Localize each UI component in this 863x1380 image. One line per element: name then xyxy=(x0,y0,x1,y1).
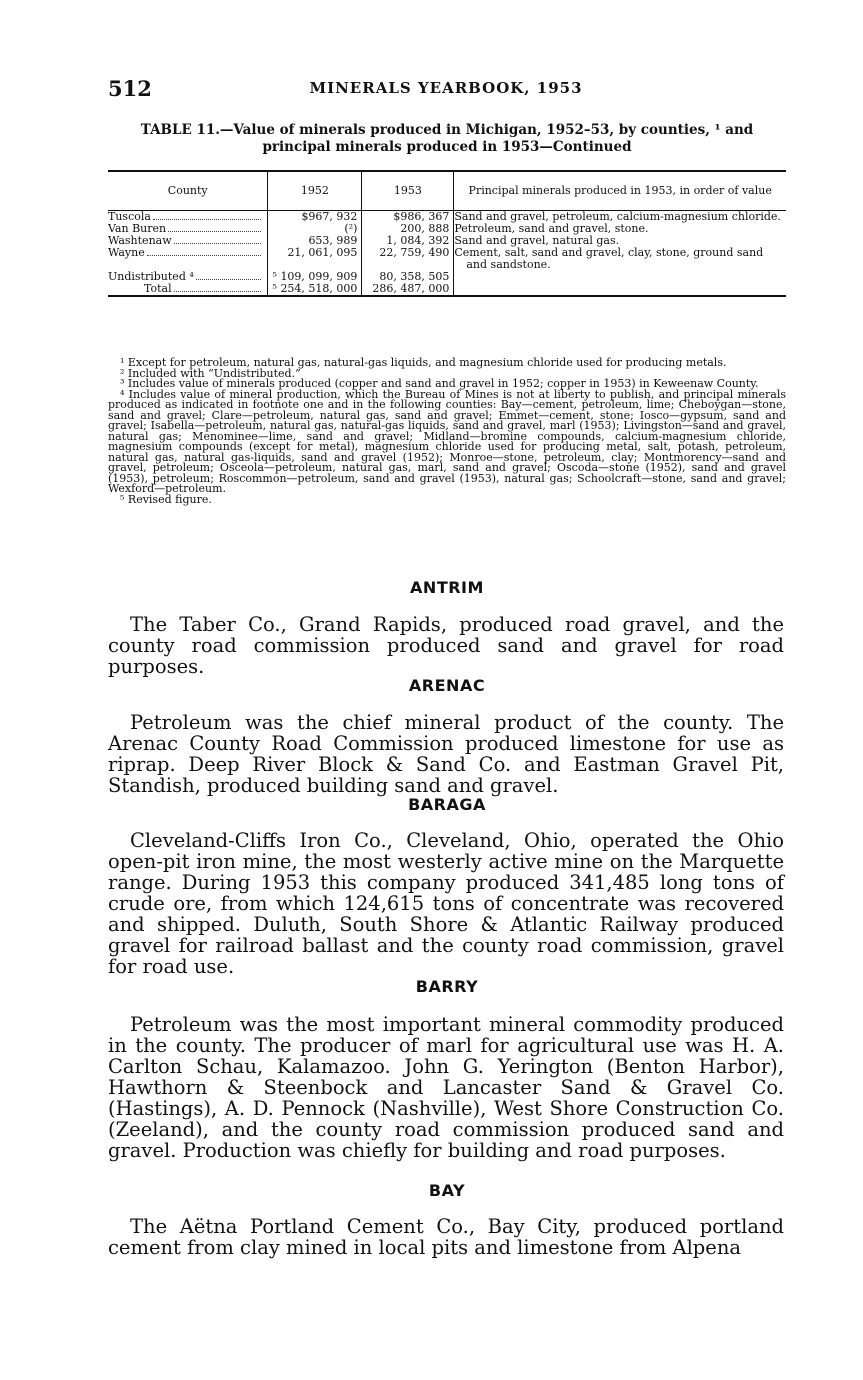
section-text-antrim: The Taber Co., Grand Rapids, produced road gravel, and the county road commission produced sand and gravel for road purposes. xyxy=(108,613,784,678)
table-title xyxy=(108,122,786,156)
value-1952: ⁵ 254, 518, 000 xyxy=(268,283,362,296)
value-1952: 21, 061, 095 xyxy=(268,247,362,271)
county-name: Undistributed ⁴ xyxy=(108,270,194,283)
value-1952: ⁵ 109, 099, 909 xyxy=(268,271,362,283)
dot-leader xyxy=(174,243,262,244)
dot-leader xyxy=(174,291,262,292)
principal-minerals: Sand and gravel, petroleum, calcium-magnesium chloride. xyxy=(454,211,786,224)
minerals-table-wrap xyxy=(108,170,786,297)
county-name: Total xyxy=(144,282,172,295)
value-1953: 22, 759, 490 xyxy=(362,247,454,271)
value-1952: (²) xyxy=(268,223,362,235)
table-header-row xyxy=(108,171,786,211)
section-text-bay: The Aëtna Portland Cement Co., Bay City, produced portland cement from clay mined in local pits and limestone from Alpena xyxy=(108,1215,784,1259)
value-1953: $986, 367 xyxy=(362,211,454,224)
value-1953: 286, 487, 000 xyxy=(362,283,454,296)
value-1952: $967, 932 xyxy=(268,211,362,224)
dot-leader xyxy=(153,219,262,220)
column-header-county: County xyxy=(108,171,268,211)
page-header xyxy=(108,76,784,102)
footnote: ¹ Except for petroleum, natural gas, natural-gas liquids, and magnesium chloride used for producing metals. xyxy=(120,356,727,369)
section-heading-barry: BARRY xyxy=(415,977,479,996)
dot-leader xyxy=(147,255,262,256)
section-heading-arenac: ARENAC xyxy=(408,676,486,695)
footnote: ⁵ Revised figure. xyxy=(120,492,212,506)
value-1953: 1, 084, 392 xyxy=(362,235,454,247)
principal-minerals xyxy=(454,283,786,296)
value-1953: 80, 358, 505 xyxy=(362,271,454,283)
section-heading-antrim: ANTRIM xyxy=(410,578,484,597)
section-heading-bay: BAY xyxy=(428,1181,466,1200)
section-text-arenac: Petroleum was the chief mineral product of the county. The Arenac County Road Commission produced limestone for use as riprap. Deep River Block & Sand Co. and Eastman Gravel Pit, Standish, produced building sand and gravel. xyxy=(108,711,784,797)
footnote: ² Included with “Undistributed.” xyxy=(120,366,301,380)
page-number: 512 xyxy=(108,76,152,101)
principal-minerals: Cement, salt, sand and gravel, clay, stone, ground sand and sandstone. xyxy=(454,247,786,271)
footnotes xyxy=(108,358,786,505)
table-row xyxy=(108,247,786,271)
value-1952: 653, 989 xyxy=(268,235,362,247)
minerals-table xyxy=(108,170,786,297)
running-title: MINERALS YEARBOOK, 1953 xyxy=(309,79,583,97)
table-title-line-1: TABLE 11.—Value of minerals produced in Michigan, 1952–53, by counties, ¹ and xyxy=(140,122,754,138)
section-text-barry: Petroleum was the most important mineral commodity produced in the county. The producer of marl for agricultural use was H. A. Carlton Schau, Kalamazoo. John G. Yerington (Benton Harbor), Hawthorn & Steenbock and Lancaster Sand & Gravel Co. (Hastings), A. D. Pennock (Nashville), West Shore Construction Co. (Zeeland), and the county road commission produced sand and gravel. Production was chiefly for building and road purposes. xyxy=(108,1013,784,1162)
table-title-line-2: principal minerals produced in 1953—Continued xyxy=(262,139,632,155)
footnote: ³ Includes value of minerals produced (copper and sand and gravel in 1952; copper in 1953) in Keweenaw County. xyxy=(120,377,759,390)
principal-minerals: Sand and gravel, natural gas. xyxy=(454,235,786,247)
column-header-1953: 1953 xyxy=(362,171,454,211)
dot-leader xyxy=(196,279,262,280)
column-header-principal-minerals: Principal minerals produced in 1953, in order of value xyxy=(454,171,786,211)
principal-minerals: Petroleum, sand and gravel, stone. xyxy=(454,223,786,235)
footnote: ⁴ Includes value of mineral production, which the Bureau of Mines is not at liberty to publish, and principal minerals produced as indicated in footnote one and in the following counties: Bay—cement, petroleum, lime; Cheboygan—stone, sand and gravel; Clare—petroleum, natural gas, sand and gravel; Emmet—cement, stone; Iosco—gypsum, sand and gravel; Isabella—petroleum, natural gas, natural-gas liquids, sand and gravel, marl (1953); Livingston—sand and gravel, natural gas; Menominee—lime, sand and gravel; Midland—bromine compounds, calcium-magnesium chloride, magnesium compounds (except for metal), magnesium chloride used for producing metal, salt, potash, petroleum, natural gas, natural gas-liquids, sand and gravel (1952); Monroe—stone, petroleum, clay; Montmorency—sand and gravel, petroleum; Osceola—petroleum, natural gas, marl, sand and gravel; Oscoda—stone (1952), sand and gravel (1953), petroleum; Roscommon—petroleum, sand and gravel (1953), natural gas; Schoolcraft—stone, sand and gravel; Wexford—petroleum. xyxy=(108,387,786,495)
column-header-1952: 1952 xyxy=(268,171,362,211)
county-name: Washtenaw xyxy=(108,234,172,247)
county-name: Van Buren xyxy=(108,222,167,235)
table-row-total xyxy=(108,283,786,296)
county-name: Wayne xyxy=(108,246,145,259)
county-name: Tuscola xyxy=(108,210,151,223)
value-1953: 200, 888 xyxy=(362,223,454,235)
principal-minerals xyxy=(454,271,786,283)
section-text-baraga: Cleveland-Cliffs Iron Co., Cleveland, Ohio, operated the Ohio open-pit iron mine, the most westerly active mine on the Marquette range. During 1953 this company produced 341,485 long tons of crude ore, from which 124,615 tons of concentrate was recovered and shipped. Duluth, South Shore & Atlantic Railway produced gravel for railroad ballast and the county road commission, gravel for road use. xyxy=(108,829,784,978)
section-heading-baraga: BARAGA xyxy=(408,795,486,814)
dot-leader xyxy=(168,231,261,232)
